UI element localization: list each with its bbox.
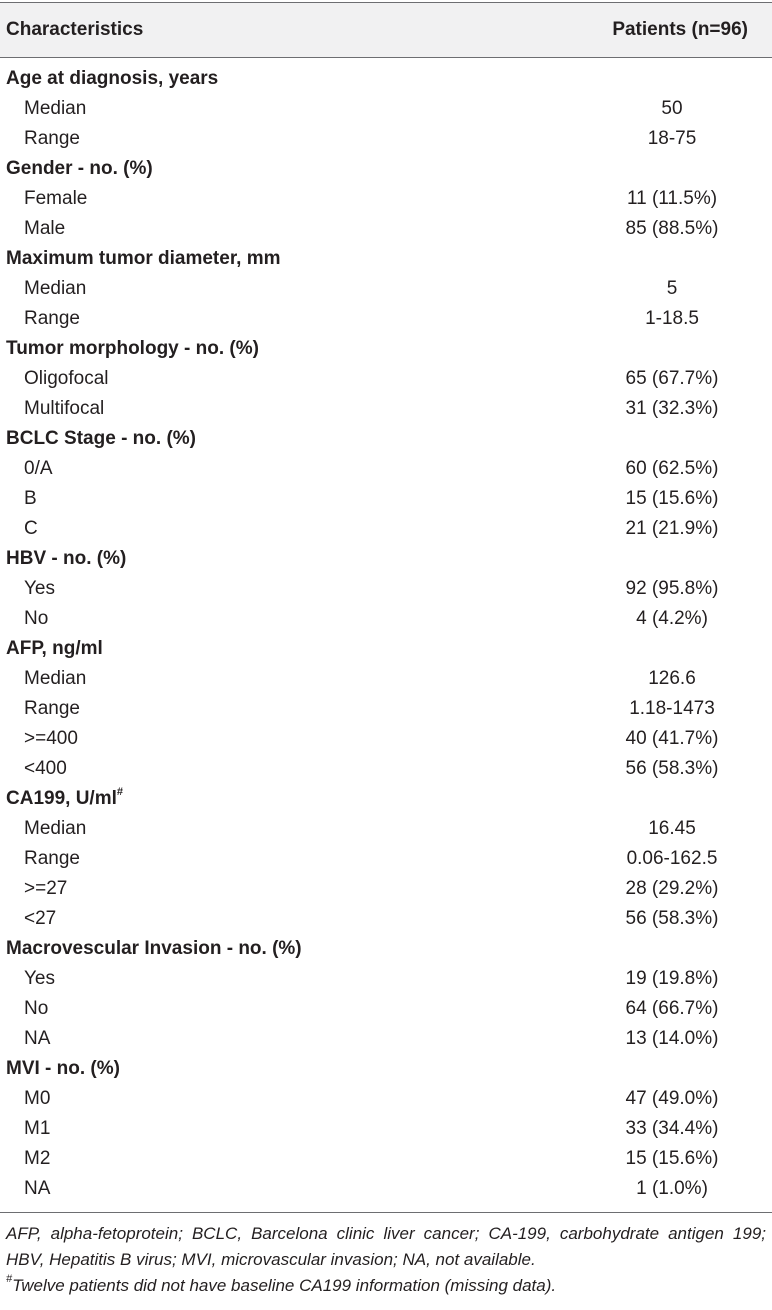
section-label-text: Macrovescular Invasion - no. (%) bbox=[6, 938, 302, 959]
row-label: Median bbox=[24, 278, 87, 299]
row-value: 28 (29.2%) bbox=[625, 878, 719, 899]
row-label: Female bbox=[24, 188, 88, 209]
row-value: 56 (58.3%) bbox=[625, 758, 719, 779]
row-label: No bbox=[24, 998, 49, 1019]
section-label-text: MVI - no. (%) bbox=[6, 1058, 120, 1079]
section-label-text: AFP, ng/ml bbox=[6, 638, 103, 659]
section-header-row bbox=[0, 334, 772, 364]
row-label: 0/A bbox=[24, 458, 53, 479]
section-header-row bbox=[0, 634, 772, 664]
section-label-text: HBV - no. (%) bbox=[6, 548, 127, 569]
table-row bbox=[0, 274, 772, 304]
table-row bbox=[0, 604, 772, 634]
row-label: Yes bbox=[24, 968, 55, 989]
row-label: Male bbox=[24, 218, 66, 239]
row-value: 5 bbox=[666, 278, 678, 299]
row-value: 31 (32.3%) bbox=[625, 398, 719, 419]
footnote-marker: # bbox=[6, 1273, 13, 1286]
table-row bbox=[0, 214, 772, 244]
row-value: 4 (4.2%) bbox=[636, 608, 708, 629]
table-row bbox=[0, 814, 772, 844]
section-header-row bbox=[0, 424, 772, 454]
row-value: 15 (15.6%) bbox=[625, 488, 719, 509]
section-header-row bbox=[0, 544, 772, 574]
row-value: 64 (66.7%) bbox=[625, 998, 719, 1019]
table-row bbox=[0, 1024, 772, 1054]
row-value: 21 (21.9%) bbox=[625, 518, 719, 539]
table-row bbox=[0, 964, 772, 994]
row-label: Range bbox=[24, 308, 80, 329]
header-characteristics: Characteristics bbox=[6, 19, 144, 40]
row-value: 40 (41.7%) bbox=[625, 728, 719, 749]
section-header-row bbox=[0, 244, 772, 274]
row-label: NA bbox=[24, 1178, 51, 1199]
row-label: Range bbox=[24, 848, 80, 869]
row-label: B bbox=[24, 488, 37, 509]
table-row bbox=[0, 364, 772, 394]
row-label: <400 bbox=[24, 758, 67, 779]
table-header bbox=[0, 3, 772, 57]
row-value: 16.45 bbox=[648, 818, 696, 839]
row-label: M1 bbox=[24, 1118, 51, 1139]
section-label bbox=[0, 154, 772, 184]
section-label bbox=[0, 244, 772, 274]
table-row bbox=[0, 904, 772, 934]
table-body bbox=[0, 64, 772, 1204]
section-header-row bbox=[0, 154, 772, 184]
table-row bbox=[0, 694, 772, 724]
header-patients: Patients (n=96) bbox=[612, 19, 748, 40]
table-row bbox=[0, 844, 772, 874]
table-row bbox=[0, 1144, 772, 1174]
row-value: 19 (19.8%) bbox=[625, 968, 719, 989]
row-value: 13 (14.0%) bbox=[625, 1028, 719, 1049]
section-label bbox=[0, 334, 772, 364]
table-row bbox=[0, 94, 772, 124]
section-label bbox=[0, 934, 772, 964]
row-label: Range bbox=[24, 128, 80, 149]
table-row bbox=[0, 514, 772, 544]
section-label-text: Age at diagnosis, years bbox=[6, 68, 219, 89]
table-row bbox=[0, 724, 772, 754]
section-header-row bbox=[0, 934, 772, 964]
table-row bbox=[0, 574, 772, 604]
footnote-marker: # bbox=[116, 785, 123, 798]
table-row bbox=[0, 454, 772, 484]
row-value: 92 (95.8%) bbox=[625, 578, 719, 599]
table-row bbox=[0, 874, 772, 904]
row-value: 50 bbox=[661, 98, 683, 119]
table-row bbox=[0, 754, 772, 784]
section-label-text: BCLC Stage - no. (%) bbox=[6, 428, 196, 449]
row-value: 1-18.5 bbox=[645, 308, 699, 329]
table-row bbox=[0, 664, 772, 694]
row-value: 126.6 bbox=[648, 668, 696, 689]
section-label bbox=[0, 784, 772, 814]
row-label: Median bbox=[24, 818, 87, 839]
row-value: 11 (11.5%) bbox=[626, 188, 718, 209]
header-rule bbox=[0, 57, 772, 58]
section-label-text: Tumor morphology - no. (%) bbox=[6, 338, 259, 359]
row-label: Yes bbox=[24, 578, 55, 599]
row-value: 1 (1.0%) bbox=[636, 1178, 708, 1199]
section-label-text: Maximum tumor diameter, mm bbox=[6, 248, 281, 269]
row-label: M2 bbox=[24, 1148, 51, 1169]
footnote-abbreviations: AFP, alpha-fetoprotein; BCLC, Barcelona clinic liver cancer; CA-199, carbohydrate antigen 199; HBV, Hepatitis B virus; MVI, microvascular invasion; NA, not available. bbox=[6, 1224, 766, 1269]
row-label: NA bbox=[24, 1028, 51, 1049]
row-label: No bbox=[24, 608, 49, 629]
row-value: 65 (67.7%) bbox=[625, 368, 719, 389]
section-label bbox=[0, 544, 772, 574]
row-label: Median bbox=[24, 98, 87, 119]
row-value: 33 (34.4%) bbox=[625, 1118, 719, 1139]
table-footnotes bbox=[0, 1213, 772, 1299]
table-row bbox=[0, 1084, 772, 1114]
row-value: 15 (15.6%) bbox=[625, 1148, 719, 1169]
section-label-text: CA199, U/ml bbox=[6, 788, 117, 809]
section-header-row bbox=[0, 64, 772, 94]
row-label: >=400 bbox=[24, 728, 78, 749]
table-row bbox=[0, 1114, 772, 1144]
row-label: <27 bbox=[24, 908, 57, 929]
row-label: Range bbox=[24, 698, 80, 719]
row-value: 1.18-1473 bbox=[629, 698, 715, 719]
row-value: 18-75 bbox=[647, 128, 697, 149]
section-header-row bbox=[0, 1054, 772, 1084]
row-label: Median bbox=[24, 668, 87, 689]
table-row bbox=[0, 394, 772, 424]
row-value: 0.06-162.5 bbox=[626, 848, 718, 869]
section-header-row bbox=[0, 784, 772, 814]
row-value: 56 (58.3%) bbox=[625, 908, 719, 929]
footnote-missing-data bbox=[6, 1273, 766, 1299]
section-label-text: Gender - no. (%) bbox=[6, 158, 153, 179]
section-label bbox=[0, 1054, 772, 1084]
section-label bbox=[0, 424, 772, 454]
row-value: 85 (88.5%) bbox=[625, 218, 719, 239]
row-value: 60 (62.5%) bbox=[625, 458, 719, 479]
table-row bbox=[0, 484, 772, 514]
table-row bbox=[0, 994, 772, 1024]
row-label: C bbox=[24, 518, 38, 539]
table-row bbox=[0, 184, 772, 214]
row-label: M0 bbox=[24, 1088, 51, 1109]
table-row bbox=[0, 1174, 772, 1204]
table-row bbox=[0, 124, 772, 154]
footnote-note: Twelve patients did not have baseline CA199 information (missing data). bbox=[12, 1276, 557, 1295]
row-value: 47 (49.0%) bbox=[625, 1088, 719, 1109]
section-label bbox=[0, 634, 772, 664]
row-label: Oligofocal bbox=[24, 368, 109, 389]
section-label bbox=[0, 64, 772, 94]
row-label: >=27 bbox=[24, 878, 68, 899]
table-row bbox=[0, 304, 772, 334]
row-label: Multifocal bbox=[24, 398, 105, 419]
